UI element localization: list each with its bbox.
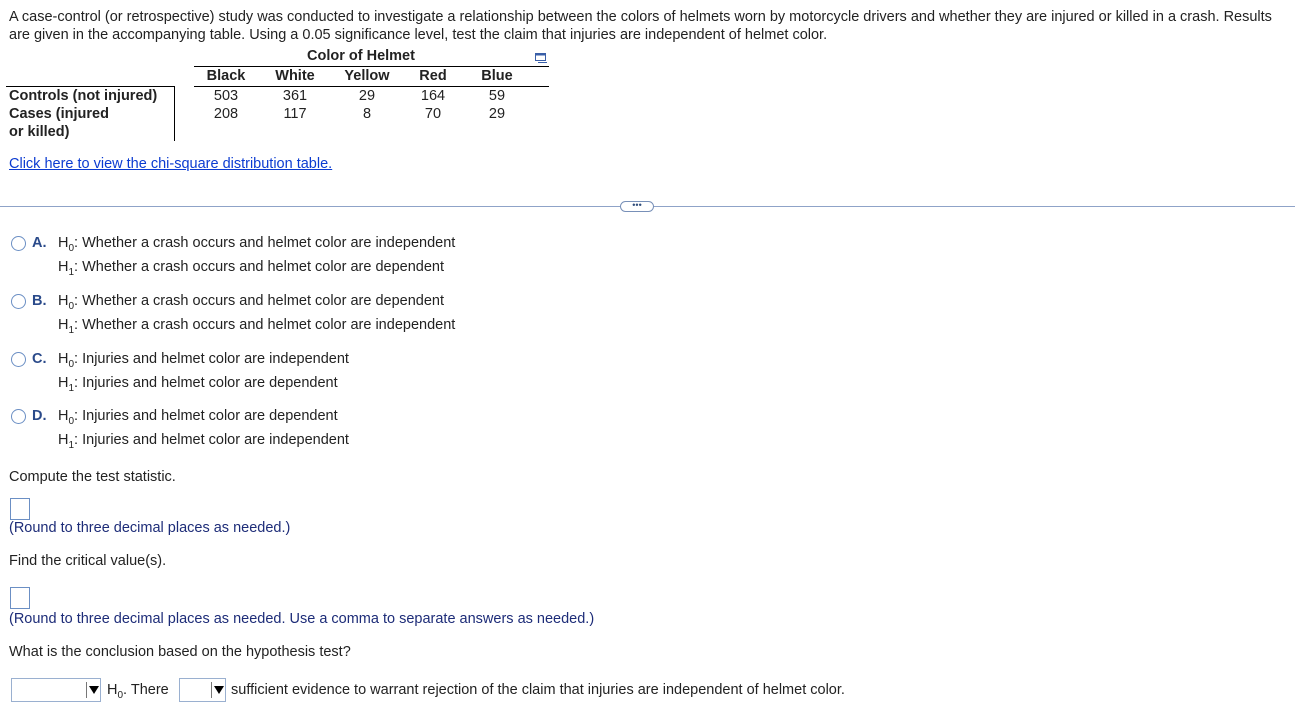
radio-option-d[interactable] — [11, 409, 26, 424]
option-letter: B. — [32, 293, 47, 309]
row-label-divider — [174, 86, 175, 141]
option-letter: A. — [32, 235, 47, 251]
option-c-h1: Injuries and helmet color are dependent — [82, 375, 338, 391]
question-critical-values: Find the critical value(s). — [9, 553, 167, 569]
problem-statement: A case-control (or retrospective) study was conducted to investigate a relationship between the colors of helmets worn by motorcycle drivers and whether they are injured or killed in a crash. Results are given in the accompanying table. Using a 0.05 significance level, test the claim that injuries are independent of helmet color. — [9, 9, 1272, 43]
table-cell: 503 — [213, 88, 239, 104]
table-cell: 117 — [283, 106, 307, 122]
conclusion-h0-label: $H_0$. There — [107, 682, 169, 701]
column-header: Red — [419, 68, 447, 84]
hint-critical-values: (Round to three decimal places as needed. Use a comma to separate answers as needed.) — [9, 611, 595, 627]
question-conclusion: What is the conclusion based on the hypothesis test? — [9, 644, 351, 660]
table-header: Color of Helmet — [307, 48, 415, 64]
table-cell: 29 — [358, 88, 376, 104]
row-label-cases: Cases (injured — [9, 106, 109, 122]
question-test-statistic: Compute the test statistic. — [9, 469, 176, 485]
option-d-h0: Injuries and helmet color are dependent — [82, 408, 338, 424]
option-a[interactable]: A. $H_0$: Whether a crash occurs and helmet color are independent $H_1$: Whether a crash occurs and helmet color are dependent — [11, 232, 711, 278]
option-d-h1: Injuries and helmet color are independent — [82, 432, 349, 448]
radio-option-b[interactable] — [11, 294, 26, 309]
column-rule — [194, 86, 549, 87]
column-header: Black — [206, 68, 246, 84]
expand-icon[interactable] — [535, 53, 547, 63]
row-label-controls: Controls (not injured) — [9, 88, 158, 104]
header-rule — [194, 66, 549, 67]
option-a-h1: Whether a crash occurs and helmet color are dependent — [82, 259, 445, 275]
table-cell: 59 — [488, 88, 506, 104]
dropdown-arrow-icon — [86, 682, 100, 698]
option-letter: D. — [32, 408, 47, 424]
row-label-cases-cont: or killed) — [9, 124, 70, 140]
option-c[interactable]: C. $H_0$: Injuries and helmet color are independent $H_1$: Injuries and helmet color are dependent — [11, 348, 711, 394]
more-options-button[interactable]: ••• — [620, 201, 654, 212]
test-statistic-input[interactable] — [10, 498, 30, 520]
helmet-data-table — [0, 46, 560, 144]
table-cell: 361 — [282, 88, 308, 104]
column-header: Blue — [481, 68, 513, 84]
evidence-dropdown[interactable] — [179, 678, 226, 702]
reject-decision-dropdown[interactable] — [11, 678, 101, 702]
dropdown-arrow-icon — [211, 682, 225, 698]
chi-square-table-link[interactable]: Click here to view the chi-square distribution table. — [9, 156, 333, 172]
conclusion-text: sufficient evidence to warrant rejection of the claim that injuries are independent of helmet color. — [231, 682, 845, 698]
column-header: Yellow — [344, 68, 390, 84]
table-cell: 208 — [213, 106, 239, 122]
radio-option-a[interactable] — [11, 236, 26, 251]
option-b[interactable]: B. $H_0$: Whether a crash occurs and helmet color are dependent $H_1$: Whether a crash occurs and helmet color are independent — [11, 290, 711, 336]
hint-test-statistic: (Round to three decimal places as needed.) — [9, 520, 291, 536]
radio-option-c[interactable] — [11, 352, 26, 367]
table-cell: 29 — [488, 106, 506, 122]
option-a-h0: Whether a crash occurs and helmet color are independent — [82, 235, 456, 251]
option-b-h0: Whether a crash occurs and helmet color are dependent — [82, 293, 445, 309]
option-d[interactable]: D. $H_0$: Injuries and helmet color are dependent $H_1$: Injuries and helmet color are independent — [11, 405, 711, 451]
option-c-h0: Injuries and helmet color are independent — [82, 351, 349, 367]
critical-value-input[interactable] — [10, 587, 30, 609]
option-letter: C. — [32, 351, 47, 367]
option-b-h1: Whether a crash occurs and helmet color are independent — [82, 317, 456, 333]
table-cell: 70 — [424, 106, 442, 122]
column-header: White — [275, 68, 315, 84]
table-cell: 8 — [362, 106, 372, 122]
table-cell: 164 — [420, 88, 446, 104]
